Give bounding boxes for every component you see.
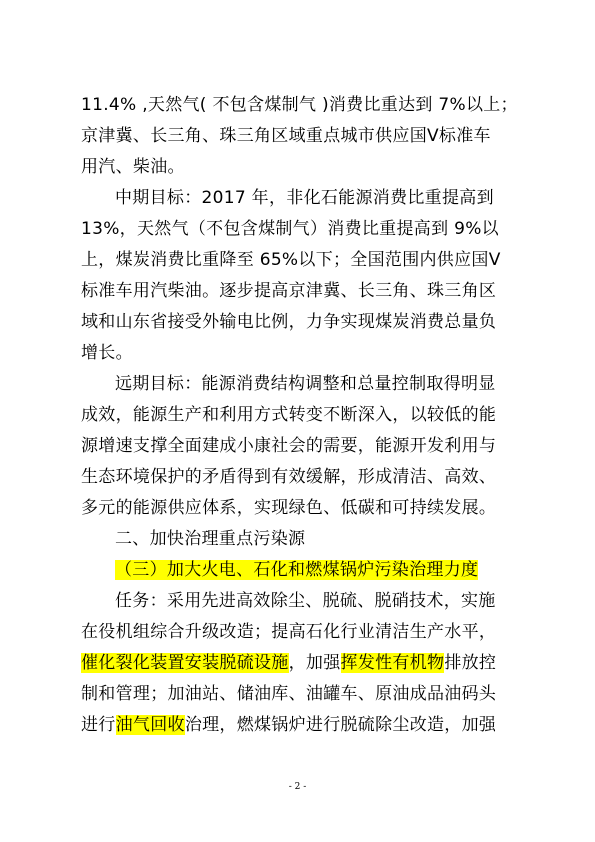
subsection-heading: [115, 559, 478, 581]
text-segment: 上，煤炭消费比重降至 65%以下；全国范围内供应国Ⅴ: [81, 250, 501, 270]
body-text-line: [81, 218, 499, 240]
body-text-line: [81, 497, 496, 519]
body-text-line: [81, 280, 496, 302]
text-segment: 13%，天然气（不包含煤制气）消费比重提高到 9%以: [81, 219, 499, 239]
page-number: - 2 -: [288, 782, 307, 792]
paragraph-mid-term-goal: [115, 187, 494, 209]
text-segment: 京津冀、长三角、珠三角区域重点城市供应国Ⅴ标准车: [81, 126, 491, 146]
body-text-line: [81, 714, 496, 736]
paragraph-long-term-goal: [115, 373, 496, 395]
text-segment: 制和管理；加油站、储油库、油罐车、原油成品油码头: [81, 684, 497, 704]
text-segment: 二、加快治理重点污染源: [115, 529, 306, 549]
highlighted-text: 催化裂化装置安装脱硫设施: [81, 653, 289, 673]
text-segment: 排放控: [444, 653, 497, 673]
body-text-line: [81, 249, 501, 271]
body-text-line: [81, 683, 496, 705]
text-segment: 成效，能源生产和利用方式转变不断深入，以较低的能: [81, 405, 497, 425]
text-segment: 11.4% ,天然气( 不包含煤制气 )消费比重达到 7%以上；: [81, 95, 518, 115]
text-segment: 用汽、柴油。: [81, 157, 185, 177]
body-text-line: [81, 94, 518, 116]
highlighted-text: 挥发性有机物: [340, 653, 445, 673]
text-segment: 中期目标：2017 年，非化石能源消费比重提高到: [115, 188, 494, 208]
text-segment: 治理，燃煤锅炉进行脱硫除尘改造，加强: [184, 715, 497, 735]
body-text-line: [81, 311, 496, 333]
section-heading: [115, 528, 305, 550]
paragraph-task: [115, 590, 496, 612]
text-segment: 在役机组综合升级改造；提高石化行业清洁生产水平，: [81, 622, 497, 642]
body-text-line: [81, 435, 496, 457]
text-segment: 任务：采用先进高效除尘、脱硫、脱硝技术，实施: [115, 591, 496, 611]
text-segment: 源增速支撑全面建成小康社会的需要，能源开发利用与: [81, 436, 497, 456]
text-segment: 标准车用汽柴油。逐步提高京津冀、长三角、珠三角区: [81, 281, 497, 301]
body-text-line: [81, 342, 133, 364]
body-text-line: [81, 125, 491, 147]
highlighted-text: 油气回收: [115, 715, 185, 735]
body-text-line: [81, 404, 496, 426]
text-segment: 域和山东省接受外输电比例，力争实现煤炭消费总量负: [81, 312, 497, 332]
body-text-line: [81, 621, 496, 643]
body-text-line: [81, 652, 496, 674]
text-segment: ，加强: [288, 653, 341, 673]
body-text-line: [81, 466, 496, 488]
text-segment: 增长。: [81, 343, 133, 363]
text-segment: 生态环境保护的矛盾得到有效缓解，形成清洁、高效、: [81, 467, 497, 487]
text-segment: 多元的能源供应体系，实现绿色、低碳和可持续发展。: [81, 498, 497, 518]
text-segment: 进行: [81, 715, 116, 735]
text-segment: 远期目标：能源消费结构调整和总量控制取得明显: [115, 374, 496, 394]
body-text-line: [81, 156, 185, 178]
highlighted-text: （三）加大火电、石化和燃煤锅炉污染治理力度: [115, 560, 479, 580]
